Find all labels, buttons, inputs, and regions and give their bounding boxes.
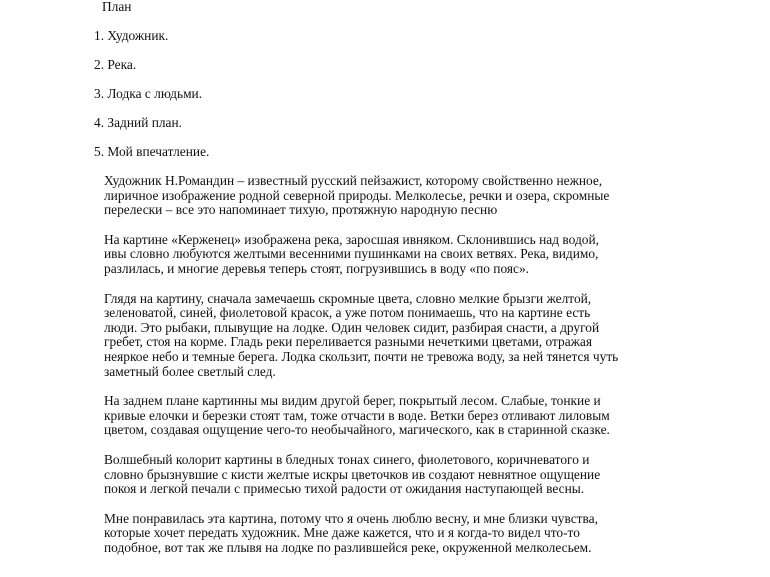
text-line: На заднем плане картинны мы видим другой берег, покрытый лесом. Слабые, тонкие и <box>104 393 601 409</box>
text-line: зеленоватой, синей, фиолетовой красок, а уже потом понимаешь, что на картине есть <box>104 305 591 321</box>
text-line: покоя и легкой печали с примесью тихой радости от ожидания наступающей весны. <box>104 481 585 497</box>
plan-item: 2. Река. <box>94 57 137 72</box>
paragraph-impression <box>94 512 714 556</box>
plan-item: 5. Мой впечатление. <box>94 144 210 159</box>
text-line: На картине «Керженец» изображена река, заросшая ивняком. Склонившись над водой, <box>104 231 599 247</box>
text-line: Глядя на картину, сначала замечаешь скромные цвета, словно мелкие брызги желтой, <box>104 290 592 306</box>
text-line: разлилась, и многие деревья теперь стоят, погрузившись в воду «по пояс». <box>104 260 530 276</box>
plan-item: 1. Художник. <box>94 28 169 43</box>
text-line: гребет, стоя на корме. Гладь реки переливается разными нечеткими цветами, отражая <box>104 334 592 350</box>
text-line: заметный более светлый след. <box>104 363 276 379</box>
text-line: ивы словно любуются желтыми весенними пушинками на своих ветвях. Река, видимо, <box>104 246 599 262</box>
text-line: перелески – все это напоминает тихую, протяжную народную песню <box>104 202 498 218</box>
text-line: Волшебный колорит картины в бледных тонах синего, фиолетового, коричневатого и <box>104 451 590 467</box>
plan-item: 4. Задний план. <box>94 115 183 130</box>
text-line: люди. Это рыбаки, плывущие на лодке. Один человек сидит, разбирая снасти, а другой <box>104 319 600 335</box>
text-line: Мне понравилась эта картина, потому что я очень люблю весну, и мне близки чувства, <box>104 510 598 526</box>
plan-item: 3. Лодка с людьми. <box>94 86 203 101</box>
text-line: Художник Н.Романдин – известный русский пейзажист, которому свойственно нежное, <box>104 173 603 188</box>
paragraph-boat <box>94 292 714 380</box>
text-line: цветом, создавая ощущение чего-то необычайного, магического, как в старинной сказке. <box>104 422 610 438</box>
paragraph-artist <box>94 174 714 218</box>
paragraph-background <box>94 394 714 438</box>
text-line: которые хочет передать художник. Мне даже кажется, что и я когда-то видел что-то <box>104 525 580 541</box>
plan-title: План <box>102 0 132 14</box>
text-line: лиричное изображение родной северной природы. Мелколесье, речки и озера, скромные <box>104 187 610 203</box>
paragraph-river <box>94 233 714 277</box>
paragraph-colors <box>94 453 714 497</box>
document-page <box>94 0 714 555</box>
text-line: словно брызнувшие с кисти желтые искры цветочков ив создают невнятное ощущение <box>104 466 601 482</box>
text-line: кривые елочки и березки стоят там, тоже отчасти в воде. Ветки берез отливают лиловым <box>104 407 610 423</box>
plan-list <box>94 29 714 160</box>
text-line: неяркое небо и темные берега. Лодка скользит, почти не тревожа воду, за ней тянется чуть <box>104 348 619 364</box>
text-line: подобное, вот так же плывя на лодке по разлившейся реке, окруженной мелколесьем. <box>104 539 592 555</box>
